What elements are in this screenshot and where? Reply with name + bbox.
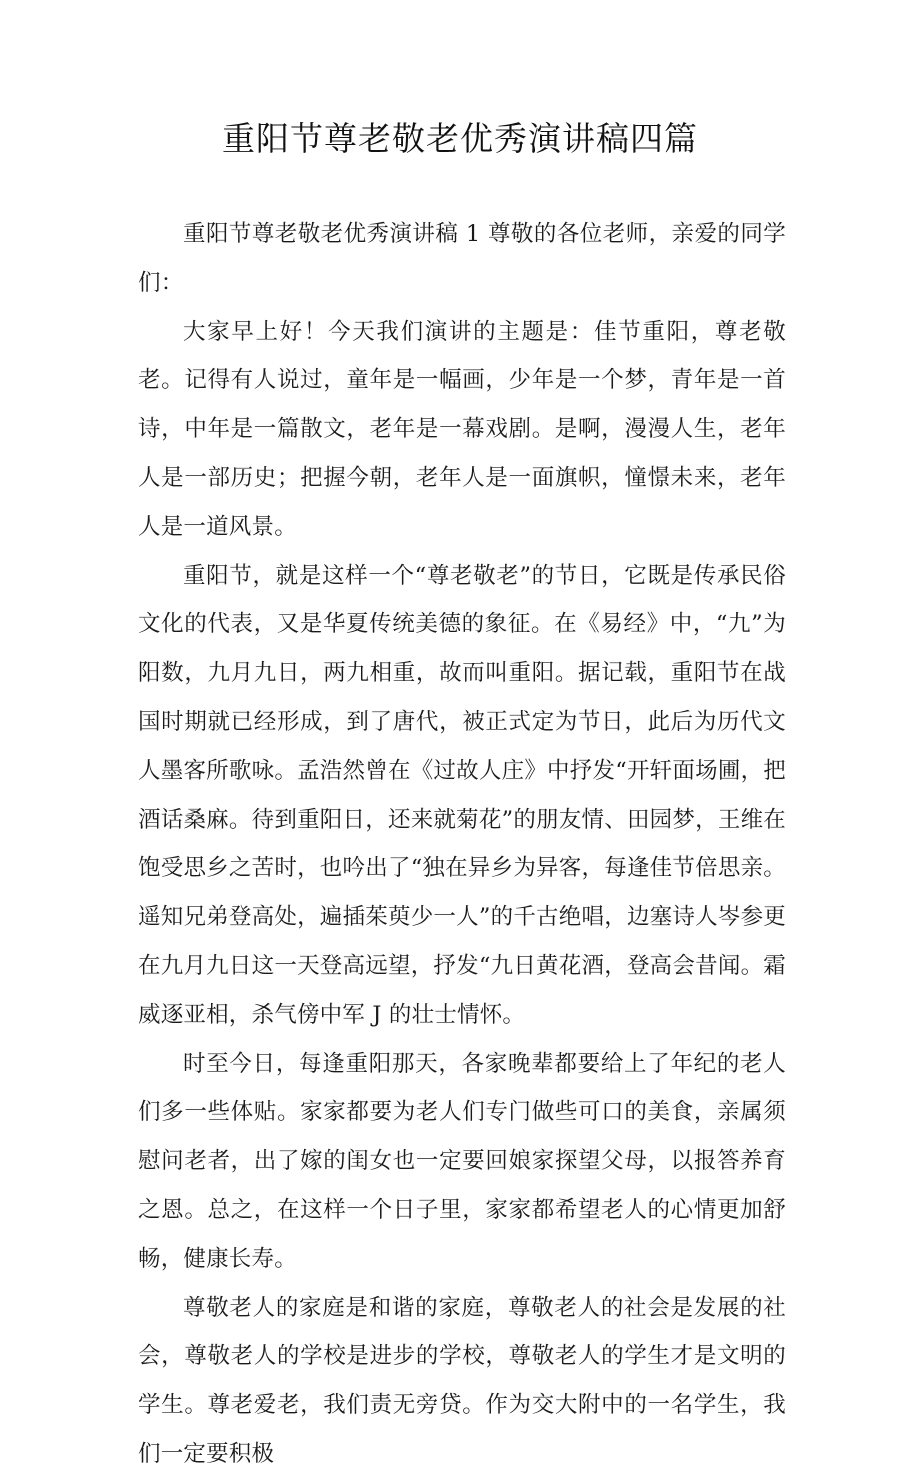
paragraph-history: 重阳节，就是这样一个“尊老敬老”的节日，它既是传承民俗文化的代表，又是华夏传统美德的象征。在《易经》中，“九”为阳数，九月九日，两九相重，故而叫重阳。据记载，重阳节在战国时期就已经形成，到了唐代，被正式定为节日，此后为历代文人墨客所歌咏。孟浩然曾在《过故人庄》中抒发“开轩面场圃，把酒话桑麻。待到重阳日，还来就菊花”的朋友情、田园梦，王维在饱受思乡之苦时，也吟出了“独在异乡为异客，每逢佳节倍思亲。遥知兄弟登高处，遍插茱萸少一人”的千古绝唱，边塞诗人岑参更在九月九日这一天登高远望，抒发“九日黄花酒，登高会昔闻。霜威逐亚相，杀气傍中军 J 的壮士情怀。 — [138, 562, 786, 1028]
paragraph-customs: 时至今日，每逢重阳那天，各家晚辈都要给上了年纪的老人们多一些体贴。家家都要为老人们专门做些可口的美食，亲属须慰问老者，出了嫁的闺女也一定要回娘家探望父母，以报答养育之恩。总之，在这样一个日子里，家家都希望老人的心情更加舒畅，健康长寿。 — [138, 1050, 786, 1272]
paragraph-respect: 尊敬老人的家庭是和谐的家庭，尊敬老人的社会是发展的社会，尊敬老人的学校是进步的学校，尊敬老人的学生才是文明的学生。尊老爱老，我们责无旁贷。作为交大附中的一名学生，我们一定要积极 — [138, 1294, 786, 1467]
document-body — [138, 210, 786, 1479]
paragraph-opening: 大家早上好！今天我们演讲的主题是：佳节重阳，尊老敬老。记得有人说过，童年是一幅画，少年是一个梦，青年是一首诗，中年是一篇散文，老年是一幕戏剧。是啊，漫漫人生，老年人是一部历史；把握今朝，老年人是一面旗帜，憧憬未来，老年人是一道风景。 — [138, 318, 786, 540]
document-title: 重阳节尊老敬老优秀演讲稿四篇 — [222, 119, 698, 158]
paragraph-salutation: 重阳节尊老敬老优秀演讲稿 1 尊敬的各位老师，亲爱的同学们： — [138, 221, 786, 296]
